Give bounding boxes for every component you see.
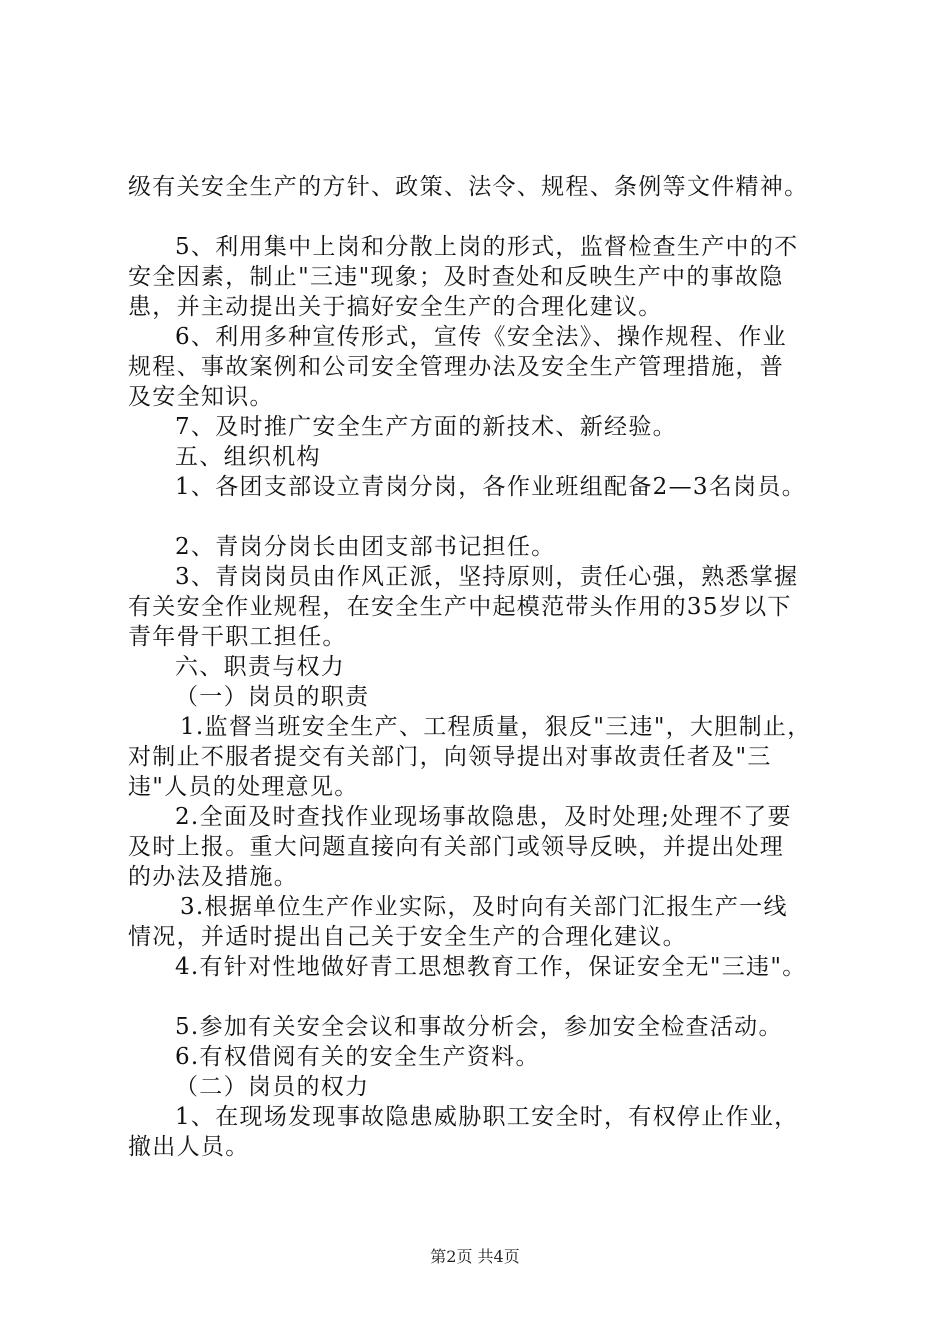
text-line: 1.监督当班安全生产、工程质量，狠反"三违"，大胆制止， (180, 714, 812, 740)
text-line: 级有关安全生产的方针、政策、法令、规程、条例等文件精神。 (128, 174, 809, 200)
text-line: 7、及时推广安全生产方面的新技术、新经验。 (175, 414, 677, 440)
text-line: 撤出人员。 (128, 1134, 250, 1160)
text-line: 患，并主动提出关于搞好安全生产的合理化建议。 (128, 294, 663, 320)
subsection-heading: （二）岗员的权力 (175, 1074, 370, 1100)
text-line: 5、利用集中上岗和分散上岗的形式，监督检查生产中的不 (175, 234, 799, 260)
section-heading: 六、职责与权力 (175, 654, 346, 680)
text-line: 及时上报。重大问题直接向有关部门或领导反映，并提出处理 (128, 834, 785, 860)
text-line: 规程、事故案例和公司安全管理办法及安全生产管理措施，普 (128, 354, 785, 380)
paragraph-gap (128, 202, 834, 232)
text-line: 1、在现场发现事故隐患威胁职工安全时，有权停止作业， (175, 1104, 799, 1130)
text-line: 3.根据单位生产作业实际，及时向有关部门汇报生产一线 (180, 894, 788, 920)
paragraph-gap (128, 502, 834, 532)
section-heading: 五、组织机构 (175, 444, 321, 470)
text-line: 青年骨干职工担任。 (128, 624, 347, 650)
text-line: 3、青岗岗员由作风正派，坚持原则，责任心强，熟悉掌握 (175, 564, 799, 590)
text-line: 4.有针对性地做好青工思想教育工作，保证安全无"三违"。 (175, 954, 807, 980)
text-line: 及安全知识。 (128, 384, 274, 410)
subsection-heading: （一）岗员的职责 (175, 684, 370, 710)
text-line: 有关安全作业规程，在安全生产中起模范带头作用的35岁以下 (128, 594, 792, 620)
text-line: 5.参加有关安全会议和事故分析会，参加安全检查活动。 (175, 1014, 783, 1040)
text-line: 违"人员的处理意见。 (128, 774, 359, 800)
text-line: 的办法及措施。 (128, 864, 299, 890)
text-line: 2、青岗分岗长由团支部书记担任。 (175, 534, 556, 560)
paragraph-gap (128, 982, 834, 1012)
text-line: 安全因素，制止"三违"现象；及时查处和反映生产中的事故隐 (128, 264, 784, 290)
text-line: 对制止不服者提交有关部门，向领导提出对事故责任者及"三 (128, 744, 772, 770)
text-line: 2.全面及时查找作业现场事故隐患，及时处理;处理不了要 (175, 804, 792, 830)
text-line: 6、利用多种宣传形式，宣传《安全法》、操作规程、作业 (175, 324, 787, 350)
text-line: 1、各团支部设立青岗分岗，各作业班组配备2—3名岗员。 (175, 474, 806, 500)
text-line: 6.有权借阅有关的安全生产资料。 (175, 1044, 540, 1070)
page-footer: 第2页 共4页 (430, 1247, 520, 1266)
text-line: 情况，并适时提出自己关于安全生产的合理化建议。 (128, 924, 687, 950)
document-body (128, 172, 834, 1162)
